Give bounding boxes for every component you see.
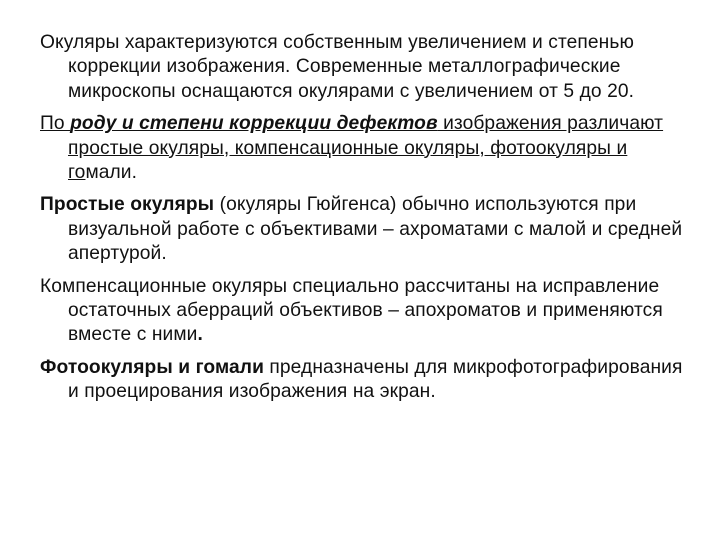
paragraph-simple-eyepieces — [40, 193, 690, 266]
term-photo-eyepieces: Фотоокуляры и гомали — [40, 356, 264, 378]
paragraph-compensating-eyepieces — [40, 275, 690, 348]
paragraph-prefix: По — [40, 113, 71, 135]
paragraph-text: (окуляры Гюйгенса) обычно используются при визуальной работе с объективами – ахроматами с малой и средней апертурой. — [68, 194, 683, 265]
paragraph-photo-eyepieces — [40, 356, 690, 405]
underlined-types-list: изображения различают простые окуляры, компенсационные окуляры, фотоокуляры и го — [68, 113, 664, 184]
paragraph-tail: мали. — [85, 162, 138, 184]
term-simple-eyepieces: Простые окуляры — [40, 194, 215, 216]
paragraph-eyepieces-intro — [40, 31, 690, 104]
paragraph-text: предназначены для микрофотографирования и проецирования изображения на экран. — [68, 356, 683, 403]
paragraph-text: Компенсационные окуляры специально рассчитаны на исправление остаточных аберраций объективов – апохроматов и применяются вместе с ними — [40, 275, 663, 346]
paragraph-end-mark: . — [197, 324, 203, 346]
emphasized-phrase: роду и степени коррекции дефектов — [70, 113, 438, 135]
slide-body — [40, 31, 690, 411]
paragraph-eyepiece-types — [40, 112, 690, 185]
paragraph-text: Окуляры характеризуются собственным увеличением и степенью коррекции изображения. Современные металлографические микроскопы оснащаются окулярами с увеличением от 5 до 20. — [40, 32, 635, 102]
